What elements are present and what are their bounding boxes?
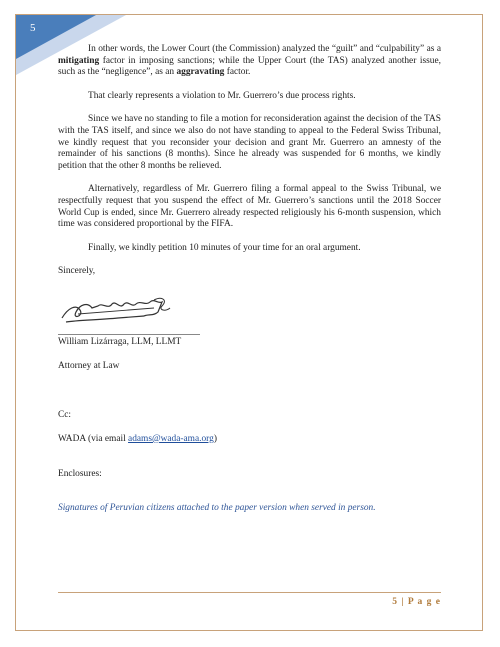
aggravating-term: aggravating [176, 67, 225, 78]
paragraph-3: Since we have no standing to file a motion for reconsideration against the decision of the TAS with the TAS itself, and since we also do not have standing to appeal to the Federal Swiss Tribunal, we kindly request that you reconsider your decision and grant Mr. Guerrero an amnesty of the remainder of his sanctions (8 months). Since he already was suspended for 6 months, we kindly petition that the other 8 months be relieved. [58, 114, 441, 171]
cc-label: Cc: [58, 410, 72, 421]
paragraph-4: Alternatively, regardless of Mr. Guerrero filing a formal appeal to the Swiss Tribunal, we respectfully request that you suspend the effect of Mr. Guerrero’s sanctions until the 2018 Soccer World Cup is ended, since Mr. Guerrero already respected religiously his 6-month suspension, which time was considered proportional by the FIFA. [58, 184, 441, 230]
paragraph-2: That clearly represents a violation to Mr. Guerrero’s due process rights. [88, 90, 356, 101]
footer-page-label: 5 | P a g e [392, 597, 441, 607]
enclosures-note: Signatures of Peruvian citizens attached to the paper version when served in person. [58, 502, 376, 513]
letter-body [58, 44, 441, 526]
footer-divider [58, 592, 441, 593]
salutation: Sincerely, [58, 266, 96, 277]
signer-name: William Lizárraga, LLM, LLMT [58, 336, 182, 347]
email-link[interactable]: adams@wada-ama.org [128, 433, 214, 444]
signature-block [58, 266, 441, 372]
handwritten-signature [58, 290, 178, 330]
signer-title: Attorney at Law [58, 360, 120, 371]
header-page-number: 5 [30, 22, 36, 34]
cc-line: WADA (via email adams@wada-ama.org) [58, 433, 217, 444]
paragraph-5: Finally, we kindly petition 10 minutes of your time for an oral argument. [88, 242, 361, 253]
enclosures-label: Enclosures: [58, 469, 102, 480]
paragraph-1: In other words, the Lower Court (the Commission) analyzed the “guilt” and “culpability” as a mitigating factor in imposing sanctions; while the Upper Court (the TAS) analyzed another issue, such as the “negligence”, as an aggravating factor. [58, 44, 441, 78]
signature-line [58, 334, 200, 335]
mitigating-term: mitigating [58, 55, 100, 66]
